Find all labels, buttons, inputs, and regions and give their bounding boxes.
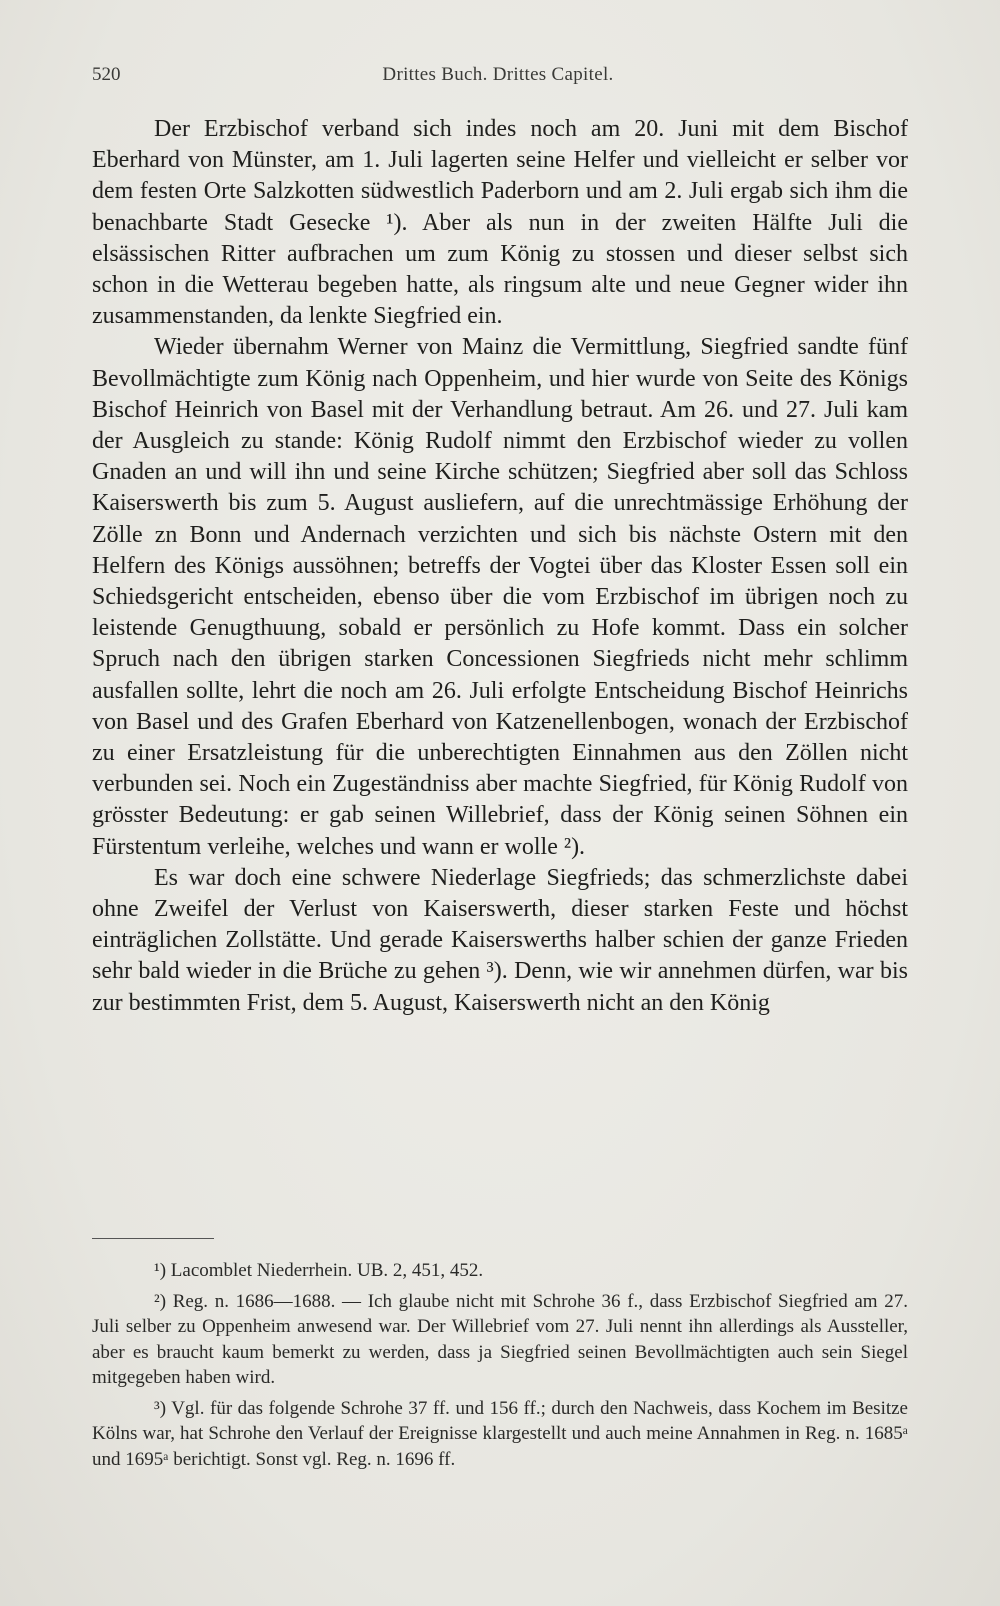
- page-number: 520: [92, 64, 121, 85]
- running-head: Drittes Buch. Drittes Capitel.: [382, 64, 614, 85]
- main-text: [92, 114, 908, 1019]
- footnotes: [92, 1258, 908, 1477]
- paragraph: Es war doch eine schwere Niederlage Siegfrieds; das schmerzlichste dabei ohne Zweifel der Verlust von Kaiserswerth, dieser starken Feste und höchst einträglichen Zollstätte. Und gerade Kaiserswerths halber schien der ganze Frieden sehr bald wieder in die Brüche zu gehen ³). Denn, wie wir annehmen dürfen, war bis zur bestimmten Frist, dem 5. August, Kaiserswerth nicht an den König: [92, 864, 908, 1016]
- paragraph: Wieder übernahm Werner von Mainz die Vermittlung, Siegfried sandte fünf Bevollmächtigte zum König nach Oppenheim, und hier wurde von Seite des Königs Bischof Heinrich von Basel mit der Verhandlung betraut. Am 26. und 27. Juli kam der Ausgleich zu stande: König Rudolf nimmt den Erzbischof wieder zu vollen Gnaden an und will ihn und seine Kirche schützen; Siegfried aber soll das Schloss Kaiserswerth bis zum 5. August ausliefern, auf die unrechtmässige Erhöhung der Zölle zn Bonn und Andernach verzichten und sich bis nächste Ostern mit den Helfern des Königs aussöhnen; betreffs der Vogtei über das Kloster Essen soll ein Schiedsgericht entscheiden, ebenso über die vom Erzbischof im übrigen noch zu leistende Genugthuung, sobald er persönlich zu Hofe kommt. Dass ein solcher Spruch nach den übrigen starken Concessionen Siegfrieds nicht mehr schlimm ausfallen sollte, lehrt die noch am 26. Juli erfolgte Entscheidung Bischof Heinrichs von Basel und des Grafen Eberhard von Katzenellenbogen, wonach der Erzbischof zu einer Ersatzleistung für die unberechtigten Einnahmen aus den Zöllen nicht verbunden sei. Noch ein Zugeständniss aber machte Siegfried, für König Rudolf von grösster Bedeutung: er gab seinen Willebrief, dass der König seinen Söhnen ein Fürstentum verleihe, welches und wann er wolle ²).: [92, 334, 908, 860]
- page-header: [92, 64, 904, 94]
- footnote: ¹) Lacomblet Niederrhein. UB. 2, 451, 452.: [154, 1260, 484, 1281]
- paragraph: Der Erzbischof verband sich indes noch am 20. Juni mit dem Bischof Eberhard von Münster, am 1. Juli lagerten seine Helfer und vielleicht er selber vor dem festen Orte Salzkotten südwestlich Paderborn und am 2. Juli ergab sich ihm die benachbarte Stadt Gesecke ¹). Aber als nun in der zweiten Hälfte Juli die elsässischen Ritter aufbrachen um zum König zu stossen und dieser selbst sich schon in die Wetterau begeben hatte, als ringsum alte und neue Gegner wider ihn zusammenstanden, da lenkte Siegfried ein.: [92, 116, 908, 330]
- footnote-separator: [92, 1238, 214, 1239]
- footnote: ³) Vgl. für das folgende Schrohe 37 ff. und 156 ff.; durch den Nachweis, dass Kochem im Besitze Kölns war, hat Schrohe den Verlauf der Ereignisse klargestellt und auch meine Annahmen in Reg. n. 1685ᵃ und 1695ᵃ berichtigt. Sonst vgl. Reg. n. 1696 ff.: [92, 1397, 908, 1470]
- footnote: ²) Reg. n. 1686—1688. — Ich glaube nicht mit Schrohe 36 f., dass Erzbischof Siegfried am 27. Juli selber zu Oppenheim anwesend war. Der Willebrief vom 27. Juli nennt ihn allerdings als Aussteller, aber es braucht kaum bemerkt zu werden, dass ja Siegfried seinen Bevollmächtigten auch sein Siegel mitgegeben haben wird.: [92, 1290, 908, 1388]
